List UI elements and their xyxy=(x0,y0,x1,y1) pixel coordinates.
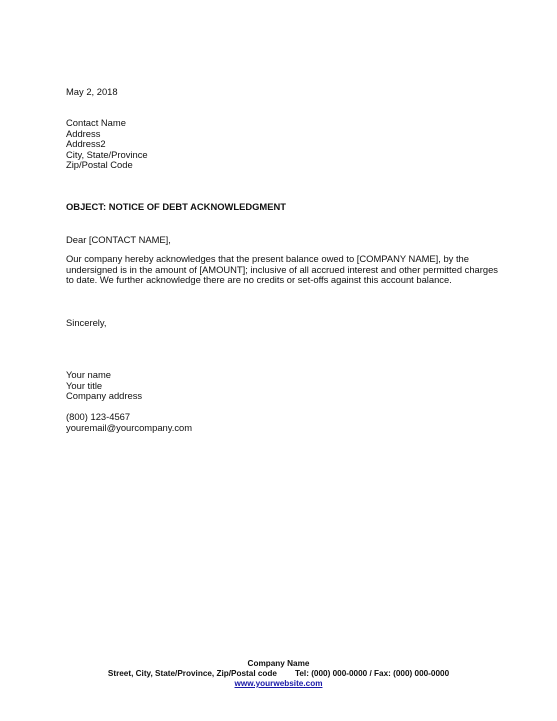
body-line-2: undersigned is in the amount of [AMOUNT]; inclusive of all accrued interest and other permitted charges xyxy=(66,263,498,275)
date-text: May 2, 2018 xyxy=(66,86,118,97)
recipient-address: Address xyxy=(66,127,101,139)
signature-title: Your title xyxy=(66,379,103,391)
letterhead-footer xyxy=(0,659,557,689)
footer-company-name: Company Name xyxy=(247,659,310,668)
sender-contact-block xyxy=(66,412,506,433)
body-line-3: to date. We further acknowledge there are no credits or set-offs against this account balance. xyxy=(66,274,452,286)
signature-name: Your name xyxy=(66,369,111,380)
letter-salutation xyxy=(66,235,506,246)
recipient-zip: Zip/Postal Code xyxy=(66,159,133,171)
sender-phone: (800) 123-4567 xyxy=(66,411,131,422)
recipient-city-state: City, State/Province xyxy=(66,148,148,160)
footer-tel-fax: Tel: (000) 000-0000 / Fax: (000) 000-0000 xyxy=(294,669,450,678)
recipient-address2: Address2 xyxy=(66,138,106,150)
salutation-text: Dear [CONTACT NAME], xyxy=(66,234,171,245)
recipient-address-block xyxy=(66,118,506,171)
footer-address-line xyxy=(0,669,557,679)
letter-body-paragraph xyxy=(66,254,511,286)
recipient-contact-name: Contact Name xyxy=(66,117,126,128)
signature-block xyxy=(66,370,506,402)
closing-text: Sincerely, xyxy=(66,317,107,328)
sender-email: youremail@yourcompany.com xyxy=(66,421,193,433)
signature-company-address: Company address xyxy=(66,390,143,402)
footer-website-link[interactable]: www.yourwebsite.com xyxy=(234,679,323,688)
footer-street: Street, City, State/Province, Zip/Postal code xyxy=(107,669,277,678)
letter-date xyxy=(66,87,506,98)
letter-subject xyxy=(66,202,506,213)
footer-website-row xyxy=(0,679,557,689)
body-line-1: Our company hereby acknowledges that the present balance owed to [COMPANY NAME], by the xyxy=(66,253,469,264)
subject-text: OBJECT: NOTICE OF DEBT ACKNOWLEDGMENT xyxy=(66,201,286,212)
letter-closing xyxy=(66,318,506,329)
